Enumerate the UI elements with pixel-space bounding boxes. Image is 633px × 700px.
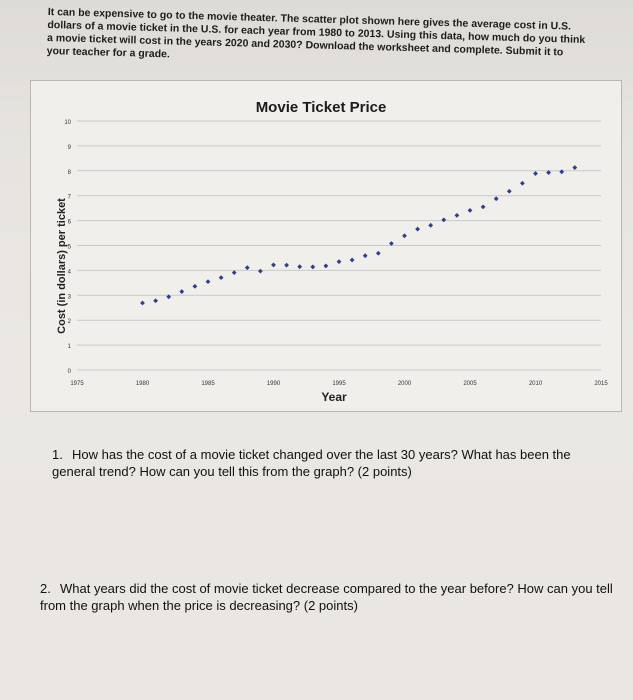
data-point-1985 bbox=[206, 279, 211, 284]
x-tick-labels bbox=[70, 381, 608, 387]
y-tick-label: 8 bbox=[67, 169, 71, 176]
data-point-1989 bbox=[258, 269, 263, 274]
data-point-1998 bbox=[376, 251, 381, 256]
x-tick-label: 2015 bbox=[594, 381, 608, 387]
x-tick-label: 1995 bbox=[332, 381, 346, 387]
data-point-2001 bbox=[415, 227, 420, 232]
data-point-1986 bbox=[219, 275, 224, 280]
data-point-2007 bbox=[494, 196, 499, 201]
question-1 bbox=[52, 446, 612, 480]
y-tick-label: 3 bbox=[67, 294, 71, 301]
data-points bbox=[140, 165, 577, 305]
data-point-2010 bbox=[533, 171, 538, 176]
data-point-2005 bbox=[468, 208, 473, 213]
data-point-1988 bbox=[245, 265, 250, 270]
x-tick-label: 2005 bbox=[463, 381, 477, 387]
data-point-2006 bbox=[481, 205, 486, 210]
x-tick-label: 2000 bbox=[397, 381, 412, 387]
data-point-2000 bbox=[402, 233, 407, 238]
data-point-2012 bbox=[559, 169, 564, 174]
y-tick-label: 4 bbox=[67, 269, 71, 276]
y-tick-label: 5 bbox=[67, 244, 71, 251]
x-tick-label: 1990 bbox=[266, 381, 281, 387]
data-point-1994 bbox=[323, 264, 328, 269]
data-point-2004 bbox=[454, 213, 459, 218]
y-tick-label: 6 bbox=[67, 219, 71, 226]
data-point-1983 bbox=[179, 289, 184, 294]
chart-frame bbox=[30, 80, 622, 412]
data-point-1981 bbox=[153, 298, 158, 303]
data-point-1995 bbox=[337, 259, 342, 264]
question-2 bbox=[40, 580, 620, 614]
data-point-2009 bbox=[520, 181, 525, 186]
scatter-chart bbox=[31, 81, 621, 411]
data-point-1990 bbox=[271, 263, 276, 268]
question-1-text: How has the cost of a movie ticket changed over the last 30 years? What has been the general trend? How can you tell this from the graph? (2 points) bbox=[52, 447, 571, 479]
y-axis-label: Cost (in dollars) per ticket bbox=[56, 198, 68, 334]
y-tick-label: 10 bbox=[64, 120, 71, 126]
data-point-1997 bbox=[363, 253, 368, 258]
data-point-2008 bbox=[507, 189, 512, 194]
data-point-2002 bbox=[428, 223, 433, 228]
intro-paragraph: It can be expensive to go to the movie theater. The scatter plot shown here gives the average cost in U.S. dollars of a movie ticket in the U.S. for each year from 1980 to 2013. Using this data, how much do you think a movie ticket will cost in the years 2020 and 2030? Download the worksheet and complete. Submit it to your teacher for a grade. bbox=[46, 6, 586, 61]
data-point-2003 bbox=[441, 217, 446, 222]
y-tick-label: 9 bbox=[67, 144, 71, 151]
y-tick-label: 0 bbox=[67, 369, 71, 375]
question-1-number: 1. bbox=[52, 447, 63, 462]
y-tick-label: 1 bbox=[67, 344, 71, 351]
x-tick-label: 1980 bbox=[135, 381, 150, 387]
data-point-1984 bbox=[192, 284, 197, 289]
x-tick-label: 2010 bbox=[528, 381, 543, 387]
y-tick-label: 7 bbox=[67, 194, 71, 201]
data-point-2013 bbox=[572, 165, 577, 170]
x-tick-label: 1985 bbox=[201, 381, 215, 387]
y-tick-label: 2 bbox=[67, 319, 71, 326]
data-point-1980 bbox=[140, 301, 145, 306]
x-axis-label: Year bbox=[321, 390, 347, 404]
gridlines bbox=[77, 121, 601, 370]
question-2-text: What years did the cost of movie ticket decrease compared to the year before? How can you tell from the graph when the price is decreasing? (2 points) bbox=[40, 581, 613, 613]
data-point-1996 bbox=[350, 258, 355, 263]
question-2-number: 2. bbox=[40, 581, 51, 596]
chart-title: Movie Ticket Price bbox=[255, 99, 387, 116]
data-point-1987 bbox=[232, 270, 237, 275]
x-tick-label: 1975 bbox=[70, 381, 84, 387]
data-point-1992 bbox=[297, 264, 302, 269]
data-point-1993 bbox=[310, 265, 315, 270]
data-point-1991 bbox=[284, 263, 289, 268]
